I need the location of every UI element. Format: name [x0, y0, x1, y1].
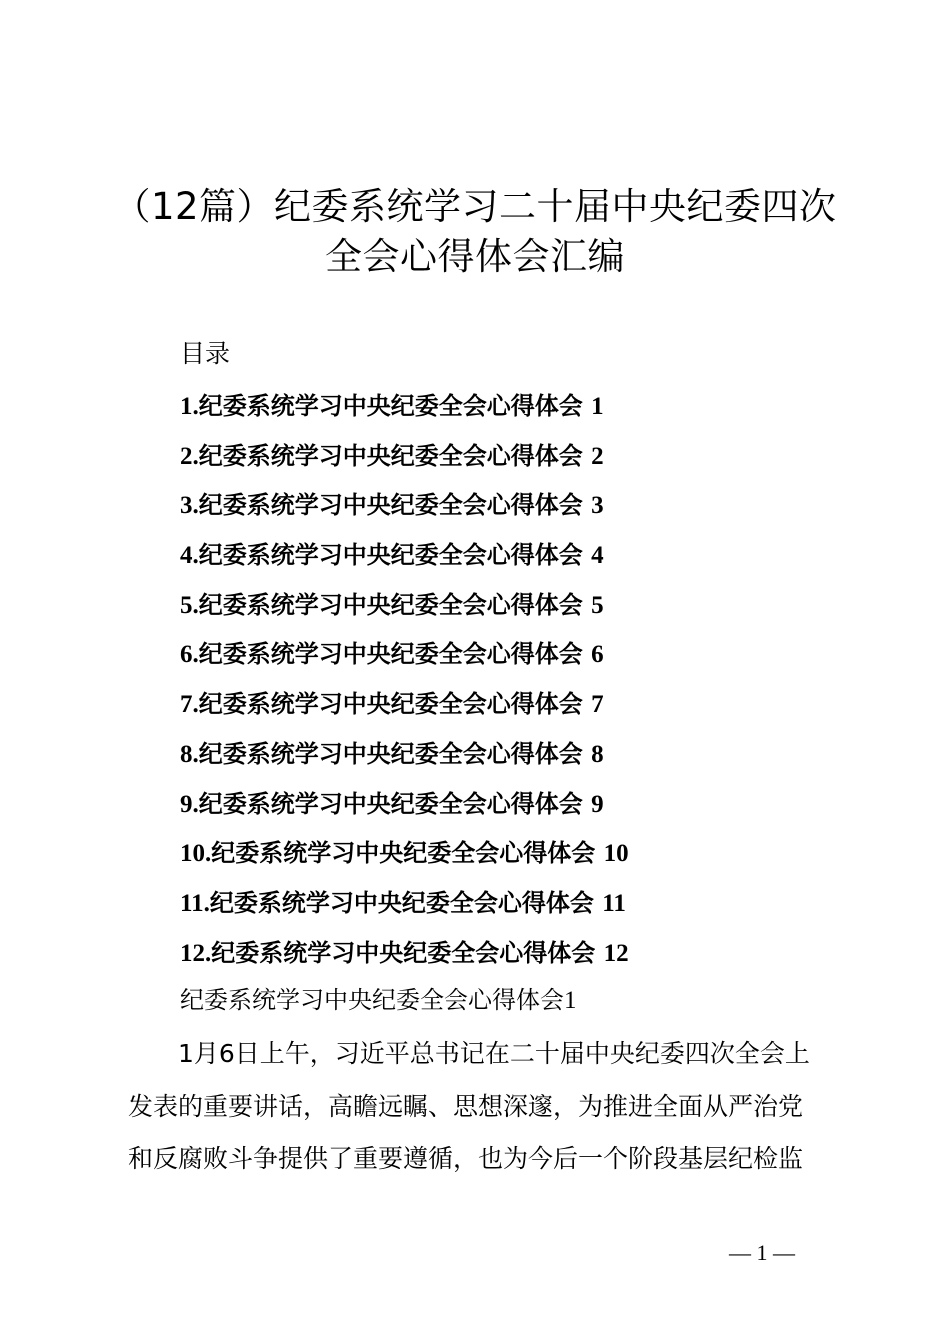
page-number: — 1 —: [729, 1240, 795, 1265]
toc-item-number: 12.: [180, 939, 212, 967]
toc-item-text: 纪委系统学习中央纪委全会心得体会: [198, 590, 583, 619]
toc-item-number: 9.: [180, 790, 199, 818]
toc-item-number: 2.: [180, 442, 199, 470]
paragraph-line: 和反腐败斗争提供了重要遵循，也为今后一个阶段基层纪检监: [128, 1144, 804, 1173]
toc-item-page: 4: [591, 542, 604, 570]
toc-item-number: 4.: [180, 542, 199, 570]
section-heading: [180, 982, 577, 1019]
toc-item-number: 1.: [180, 393, 199, 420]
toc-item[interactable]: [180, 537, 629, 587]
toc-item-number: 5.: [180, 591, 199, 619]
toc-item[interactable]: [180, 636, 629, 686]
toc-item-text: 纪委系统学习中央纪委全会心得体会: [198, 441, 583, 470]
toc-item[interactable]: [180, 835, 629, 885]
toc-item-page: 9: [591, 790, 604, 818]
toc-item[interactable]: [180, 935, 629, 985]
toc-item-page: 2: [591, 442, 604, 470]
toc-item-text: 纪委系统学习中央纪委全会心得体会: [198, 541, 583, 570]
section-heading-page: 1: [564, 987, 577, 1014]
document-title-line-2: 全会心得体会汇编: [325, 235, 625, 278]
toc-item-number: 6.: [180, 641, 199, 669]
toc-item-page: 3: [591, 492, 604, 520]
toc-item-number: 3.: [180, 492, 199, 520]
toc-item[interactable]: [180, 736, 629, 786]
toc-item-page: 7: [591, 691, 604, 719]
toc-item-text: 纪委系统学习中央纪委全会心得体会: [211, 938, 596, 967]
toc-item-page: 1: [591, 393, 604, 420]
toc-item-text: 纪委系统学习中央纪委全会心得体会: [209, 888, 594, 917]
toc-item-page: 10: [603, 840, 629, 868]
toc-item-number: 10.: [180, 840, 212, 868]
toc-item-page: 8: [591, 740, 604, 768]
toc-item-page: 6: [591, 641, 604, 669]
toc-item-page: 5: [591, 591, 604, 619]
toc-item[interactable]: [180, 885, 629, 935]
table-of-contents: [180, 388, 629, 984]
toc-item-text: 纪委系统学习中央纪委全会心得体会: [211, 839, 596, 868]
toc-item-text: 纪委系统学习中央纪委全会心得体会: [198, 690, 583, 719]
toc-item[interactable]: [180, 686, 629, 736]
toc-item-text: 纪委系统学习中央纪委全会心得体会: [198, 640, 583, 669]
section-heading-text: 纪委系统学习中央纪委全会心得体会: [180, 986, 564, 1014]
toc-heading: 目录: [180, 339, 231, 368]
body-paragraph: [128, 1030, 848, 1188]
toc-item-number: 7.: [180, 691, 199, 719]
paragraph-line: 发表的重要讲话，高瞻远瞩、思想深邃，为推进全面从严治党: [128, 1091, 804, 1121]
document-title-line-1: （12篇）纪委系统学习二十届中央纪委四次: [113, 185, 837, 228]
toc-item-text: 纪委系统学习中央纪委全会心得体会: [198, 739, 583, 768]
toc-item-number: 8.: [180, 740, 199, 768]
toc-item-page: 11: [602, 889, 626, 917]
toc-item-text: 纪委系统学习中央纪委全会心得体会: [198, 789, 583, 818]
toc-item-text: 纪委系统学习中央纪委全会心得体会: [198, 392, 583, 420]
toc-item[interactable]: [180, 587, 629, 637]
toc-item-number: 11.: [180, 889, 210, 917]
paragraph-line: 1月6日上午，习近平总书记在二十届中央纪委四次全会上: [178, 1039, 810, 1068]
toc-item[interactable]: [180, 388, 629, 438]
toc-item-text: 纪委系统学习中央纪委全会心得体会: [198, 491, 583, 520]
toc-item-page: 12: [603, 939, 629, 967]
toc-item[interactable]: [180, 487, 629, 537]
toc-item[interactable]: [180, 786, 629, 836]
toc-item[interactable]: [180, 438, 629, 488]
